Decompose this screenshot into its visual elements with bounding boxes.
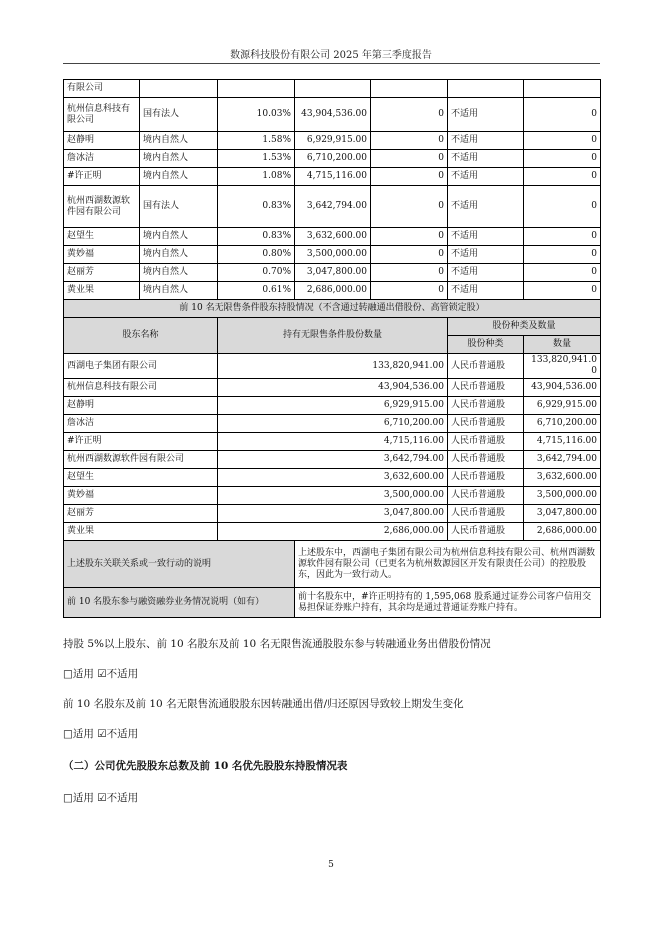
holding-qty: 6,929,915.00 [295,132,371,150]
unrestricted-holder-name: 西湖电子集团有限公司 [64,354,218,379]
table-row [64,168,601,186]
pledge-qty: 0 [524,282,601,300]
unrestricted-holder-name: 詹冰洁 [64,415,218,433]
holding-pct: 0.70% [218,264,295,282]
shareholder-table [63,79,601,618]
holder-nature: 国有法人 [140,98,218,132]
relation-label: 上述股东关联关系或一致行动的说明 [64,541,295,588]
share-type: 人民币普通股 [448,523,524,541]
table-row [64,150,601,168]
table-row [64,98,601,132]
col-header-unrestricted-qty: 持有无限售条件股份数量 [218,318,448,354]
col-header-holder-name: 股东名称 [64,318,218,354]
holding-pct: 0.61% [218,282,295,300]
share-count: 43,904,536.00 [524,379,601,397]
margin-text: 前十名股东中，#许正明持有的 1,595,068 股系通过证券公司客户信用交易担保证券账户持有，其余均是通过普通证券账户持有。 [295,588,601,618]
share-type: 人民币普通股 [448,415,524,433]
restricted-qty: 0 [371,132,448,150]
lending-change-applicability: □适用 ☑不适用 [63,728,139,740]
holder-name: 赵静明 [64,132,140,150]
pledge-status: 不适用 [448,228,524,246]
unrestricted-holder-name: 杭州西湖数源软件园有限公司 [64,451,218,469]
share-type: 人民币普通股 [448,487,524,505]
table-row [64,469,601,487]
pledge-status [448,80,524,98]
holder-name: 詹冰洁 [64,150,140,168]
col-header-share-count: 数量 [524,336,601,354]
table-row [64,354,601,379]
holder-nature [140,80,218,98]
holder-name: 黄业果 [64,282,140,300]
pledge-qty: 0 [524,98,601,132]
unrestricted-holders-section [64,300,601,354]
share-count: 3,500,000.00 [524,487,601,505]
preferred-shares-applicability: □适用 ☑不适用 [63,792,139,804]
holding-qty: 2,686,000.00 [295,282,371,300]
pledge-status: 不适用 [448,132,524,150]
holding-qty: 3,500,000.00 [295,246,371,264]
share-count: 3,642,794.00 [524,451,601,469]
holding-pct: 0.83% [218,228,295,246]
unrestricted-qty: 133,820,941.00 [218,354,448,379]
holding-qty: 3,642,794.00 [295,186,371,228]
table-row [64,433,601,451]
table-row [64,397,601,415]
holding-qty: 43,904,536.00 [295,98,371,132]
holder-nature: 境内自然人 [140,246,218,264]
col-header-share-type: 股份种类 [448,336,524,354]
holder-name: 杭州西湖数源软件园有限公司 [64,186,140,228]
share-count: 6,929,915.00 [524,397,601,415]
unrestricted-holder-name: #许正明 [64,433,218,451]
pledge-qty: 0 [524,132,601,150]
restricted-qty: 0 [371,282,448,300]
holder-name: 有限公司 [64,80,140,98]
share-count: 3,047,800.00 [524,505,601,523]
holding-pct: 10.03% [218,98,295,132]
unrestricted-qty: 3,047,800.00 [218,505,448,523]
unrestricted-title: 前 10 名无限售条件股东持股情况（不含通过转融通出借股份、高管锁定股） [64,300,601,318]
unrestricted-holder-name: 赵静明 [64,397,218,415]
margin-label: 前 10 名股东参与融资融券业务情况说明（如有） [64,588,295,618]
top10-holders-body [64,80,601,300]
unrestricted-holder-name: 赵望生 [64,469,218,487]
holder-nature: 境内自然人 [140,132,218,150]
preferred-shares-section-title: （二）公司优先股股东总数及前 10 名优先股股东持股情况表 [63,760,348,772]
table-row [64,505,601,523]
table-row [64,228,601,246]
restricted-qty: 0 [371,98,448,132]
restricted-qty: 0 [371,246,448,264]
pledge-qty: 0 [524,264,601,282]
holding-qty: 3,632,600.00 [295,228,371,246]
holder-nature: 境内自然人 [140,168,218,186]
header-rule [63,63,600,64]
page-number: 5 [328,860,334,870]
holder-nature: 境内自然人 [140,282,218,300]
table-row [64,264,601,282]
holding-pct: 1.08% [218,168,295,186]
unrestricted-holder-name: 黄业果 [64,523,218,541]
unrestricted-qty: 3,632,600.00 [218,469,448,487]
lending-heading: 持股 5%以上股东、前 10 名股东及前 10 名无限售流通股股东参与转融通业务出借股份情况 [63,638,491,650]
share-type: 人民币普通股 [448,505,524,523]
holding-qty: 3,047,800.00 [295,264,371,282]
pledge-status: 不适用 [448,150,524,168]
unrestricted-qty: 4,715,116.00 [218,433,448,451]
table-row [64,246,601,264]
share-type: 人民币普通股 [448,397,524,415]
table-row [64,80,601,98]
restricted-qty [371,80,448,98]
holder-name: 杭州信息科技有限公司 [64,98,140,132]
unrestricted-qty: 3,642,794.00 [218,451,448,469]
pledge-status: 不适用 [448,98,524,132]
holder-nature: 境内自然人 [140,228,218,246]
unrestricted-holder-name: 杭州信息科技有限公司 [64,379,218,397]
pledge-qty [524,80,601,98]
pledge-status: 不适用 [448,282,524,300]
share-type: 人民币普通股 [448,354,524,379]
holder-name: 赵望生 [64,228,140,246]
pledge-status: 不适用 [448,246,524,264]
holder-nature: 境内自然人 [140,264,218,282]
holding-qty [295,80,371,98]
table-row [64,282,601,300]
restricted-qty: 0 [371,228,448,246]
unrestricted-holders-body [64,354,601,541]
holder-name: 黄妙福 [64,246,140,264]
unrestricted-holder-name: 黄妙福 [64,487,218,505]
table-row [64,451,601,469]
share-type: 人民币普通股 [448,451,524,469]
share-count: 6,710,200.00 [524,415,601,433]
lending-applicability: □适用 ☑不适用 [63,668,139,680]
holder-nature: 国有法人 [140,186,218,228]
pledge-status: 不适用 [448,264,524,282]
unrestricted-qty: 3,500,000.00 [218,487,448,505]
table-row [64,487,601,505]
holding-qty: 4,715,116.00 [295,168,371,186]
pledge-qty: 0 [524,150,601,168]
pledge-status: 不适用 [448,168,524,186]
notes-section [64,541,601,618]
restricted-qty: 0 [371,150,448,168]
table-row [64,523,601,541]
share-count: 133,820,941.00 [524,354,601,379]
unrestricted-holder-name: 赵丽芳 [64,505,218,523]
pledge-qty: 0 [524,246,601,264]
restricted-qty: 0 [371,168,448,186]
share-type: 人民币普通股 [448,379,524,397]
share-count: 4,715,116.00 [524,433,601,451]
holding-pct: 0.80% [218,246,295,264]
holder-nature: 境内自然人 [140,150,218,168]
share-count: 3,632,600.00 [524,469,601,487]
restricted-qty: 0 [371,264,448,282]
share-count: 2,686,000.00 [524,523,601,541]
pledge-qty: 0 [524,228,601,246]
holder-name: #许正明 [64,168,140,186]
table-row [64,379,601,397]
page-header: 数源科技股份有限公司 2025 年第三季度报告 [230,50,432,61]
holding-pct: 1.58% [218,132,295,150]
table-row [64,415,601,433]
holding-pct: 1.53% [218,150,295,168]
pledge-qty: 0 [524,168,601,186]
holding-pct [218,80,295,98]
unrestricted-qty: 2,686,000.00 [218,523,448,541]
relation-text: 上述股东中，西湖电子集团有限公司为杭州信息科技有限公司、杭州西湖数源软件园有限公司（已更名为杭州数源园区开发有限责任公司）的控股股东，因此为一致行动人。 [295,541,601,588]
unrestricted-qty: 6,929,915.00 [218,397,448,415]
holding-qty: 6,710,200.00 [295,150,371,168]
holder-name: 赵丽芳 [64,264,140,282]
unrestricted-qty: 43,904,536.00 [218,379,448,397]
holding-pct: 0.83% [218,186,295,228]
table-row [64,186,601,228]
share-type: 人民币普通股 [448,433,524,451]
col-header-share-type-group: 股份种类及数量 [448,318,601,336]
unrestricted-qty: 6,710,200.00 [218,415,448,433]
share-type: 人民币普通股 [448,469,524,487]
pledge-qty: 0 [524,186,601,228]
pledge-status: 不适用 [448,186,524,228]
restricted-qty: 0 [371,186,448,228]
lending-change-heading: 前 10 名股东及前 10 名无限售流通股股东因转融通出借/归还原因导致较上期发生变化 [63,698,464,710]
table-row [64,132,601,150]
